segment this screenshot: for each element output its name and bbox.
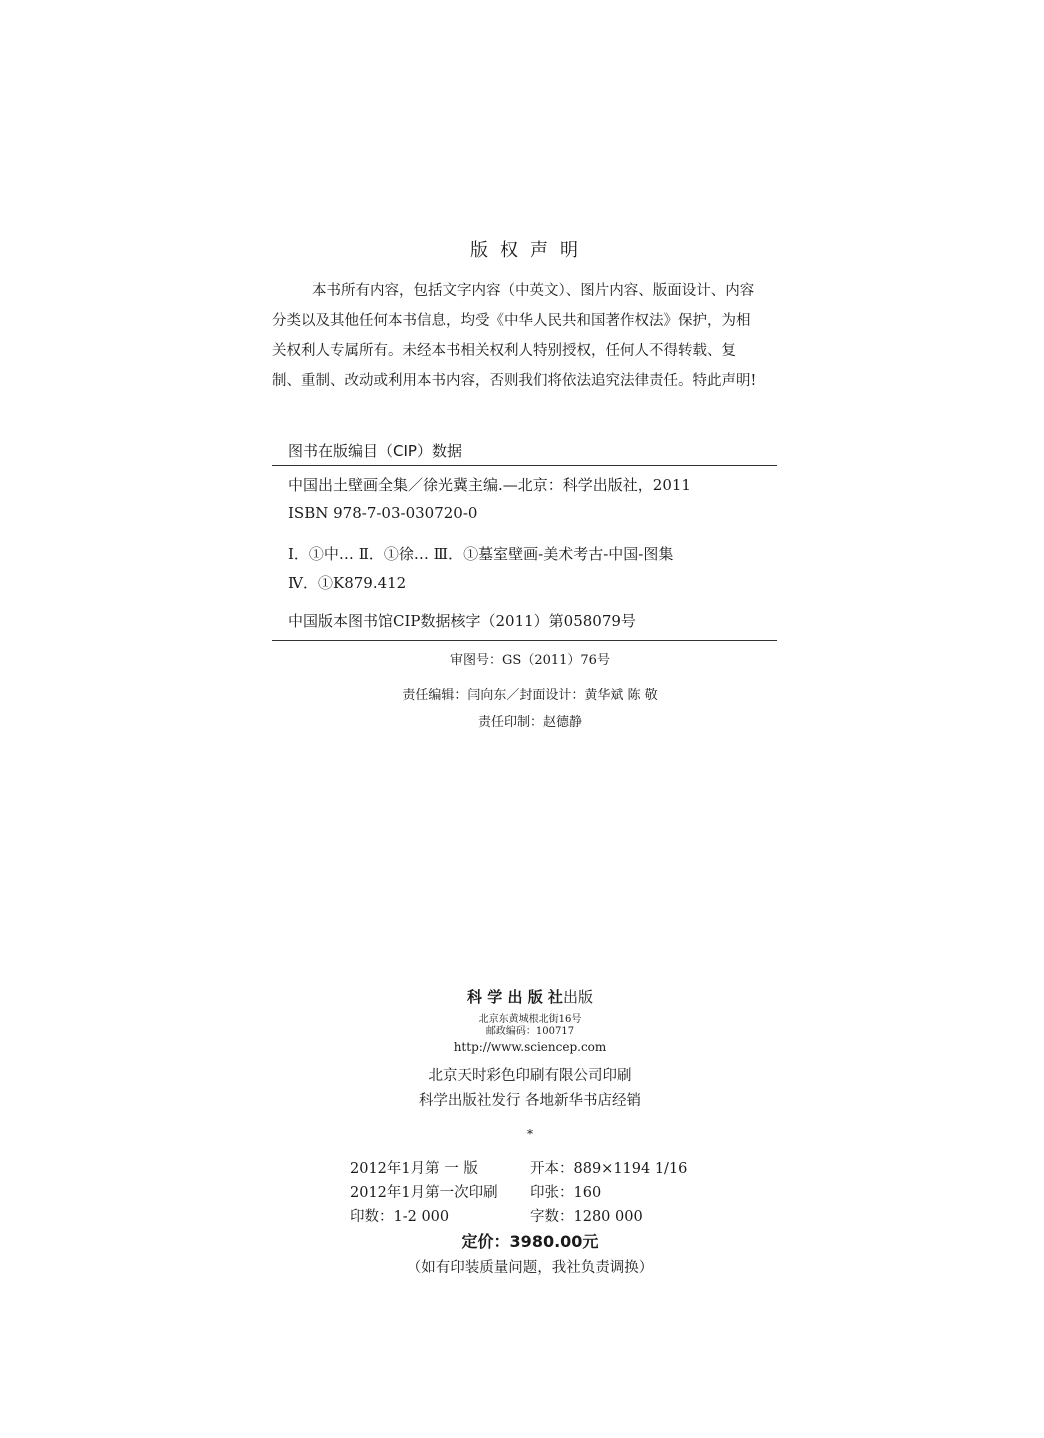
spec-print-run: 印数：1-2 000 — [350, 1209, 450, 1225]
copyright-title: 版权声明 — [470, 240, 590, 261]
cip-class-line: Ⅳ．①K879.412 — [288, 574, 407, 592]
cip-title-line: 中国出土壁画全集／徐光冀主编.—北京：科学出版社，2011 — [288, 476, 691, 494]
publisher-postcode: 邮政编码：100717 — [485, 1026, 575, 1037]
editors-line-2: 责任印制：赵德静 — [477, 715, 582, 730]
spec-sheets: 印张：160 — [530, 1185, 602, 1201]
editors-line-1: 责任编辑：闫向东／封面设计：黄华斌 陈 敬 — [402, 688, 658, 703]
copyright-line-4: 制、重制、改动或利用本书内容，否则我们将依法追究法律责任。特此声明! — [272, 373, 757, 389]
publisher-line — [0, 986, 1044, 1007]
publisher-suffix: 出版 — [562, 988, 593, 1006]
copyright-line-1: 本书所有内容，包括文字内容（中英文）、图片内容、版面设计、内容 — [312, 283, 755, 299]
copyright-line-3: 关权利人专属所有。未经本书相关权利人特别授权，任何人不得转载、复 — [272, 343, 736, 359]
cip-heading: 图书在版编目（CIP）数据 — [288, 442, 462, 460]
separator-asterisk: * — [527, 1127, 533, 1141]
cip-bottom-rule — [272, 640, 777, 641]
cip-top-rule — [272, 465, 777, 466]
spec-word-count: 字数：1280 000 — [530, 1209, 643, 1225]
distribution-line: 科学出版社发行 各地新华书店经销 — [418, 1093, 642, 1109]
publisher-address: 北京东黄城根北街16号 — [478, 1014, 582, 1025]
publisher-name-logotype: 科 学 出 版 社 — [467, 988, 563, 1006]
spec-edition: 2012年1月第 一 版 — [350, 1161, 478, 1177]
printer-line: 北京天时彩色印刷有限公司印刷 — [428, 1068, 632, 1084]
spec-format: 开本：889×1194 1/16 — [530, 1161, 688, 1177]
cip-subject-line: Ⅰ．①中… Ⅱ．①徐… Ⅲ．①墓室壁画-美术考古-中国-图集 — [288, 545, 674, 563]
quality-notice: （如有印装质量问题，我社负责调换） — [406, 1260, 654, 1276]
spec-printing: 2012年1月第一次印刷 — [350, 1185, 498, 1201]
publisher-url: http://www.sciencep.com — [453, 1040, 607, 1054]
price: 定价：3980.00元 — [461, 1232, 599, 1251]
cip-verify-line: 中国版本图书馆CIP数据核字（2011）第058079号 — [288, 612, 636, 630]
cip-isbn: ISBN 978-7-03-030720-0 — [288, 504, 478, 522]
review-number: 审图号：GS（2011）76号 — [450, 653, 610, 668]
copyright-line-2: 分类以及其他任何本书信息，均受《中华人民共和国著作权法》保护，为相 — [272, 313, 751, 329]
